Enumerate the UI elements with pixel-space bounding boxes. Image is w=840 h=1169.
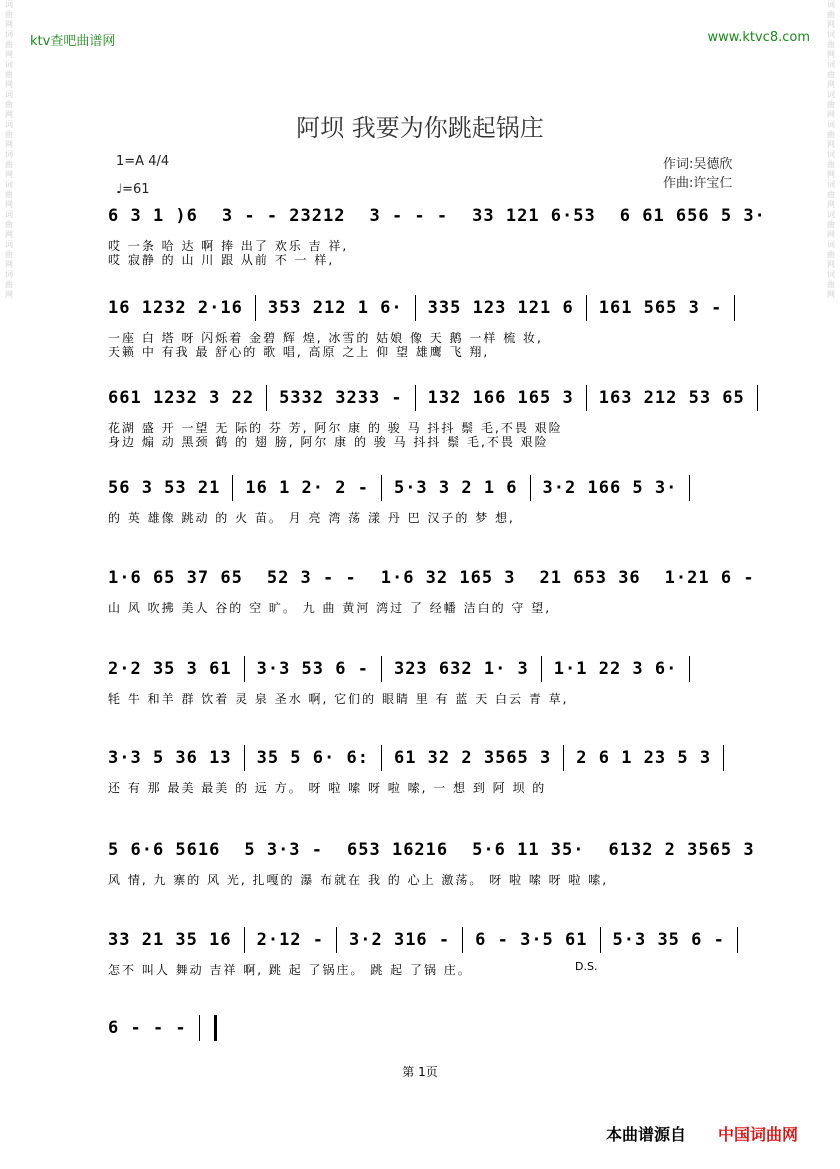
measure: 5·6 11 35· [472, 840, 585, 860]
measure: 5 6·6 5616 [108, 840, 221, 860]
bar-line [381, 745, 382, 771]
score-row [108, 200, 765, 267]
bar-line [244, 745, 245, 771]
score-row [108, 653, 765, 706]
measure: 6 61 656 5 3· [619, 206, 766, 226]
bar-line [586, 385, 587, 411]
measure: 16 1232 2·16 [108, 298, 243, 318]
measure: 33 21 35 16 [108, 930, 232, 950]
lyric-line: 哎 寂静 的 山 川 跟 从前 不 一 样, [108, 253, 335, 267]
final-bar-line [214, 1015, 217, 1041]
bar-line [199, 1015, 200, 1041]
notation-line [108, 742, 765, 775]
tempo-mark: ♩=61 [116, 182, 150, 197]
lyric-line: 山 风 吹拂 美人 谷的 空 旷。 九 曲 黄河 湾过 了 经幡 洁白的 守 望, [108, 601, 552, 615]
measure: 1·6 32 165 3 [380, 568, 516, 588]
measure: 1·1 22 3 6· [553, 659, 678, 679]
measure: 1·21 6 - [664, 568, 755, 588]
measure: 6 - 3·5 61 [475, 930, 588, 950]
bar-line [266, 385, 267, 411]
notation-line [108, 1012, 765, 1045]
bar-line [734, 295, 735, 321]
measure: 323 632 1· 3 [393, 659, 529, 679]
lyric-line: 花湖 盛 开 一望 无 际的 芬 芳, 阿尔 康 的 骏 马 抖抖 鬃 毛,不畏 艰险 [108, 421, 563, 435]
score-row [108, 562, 765, 615]
measure: 335 123 121 6 [427, 298, 574, 318]
lyricist-credit: 作词:吴德欣 [663, 157, 733, 172]
lyric-line: 一座 白 塔 呀 闪烁着 金碧 辉 煌, 冰雪的 姑娘 像 天 鹅 一样 梳 妆, [108, 331, 543, 345]
measure: 61 32 2 3565 3 [393, 748, 552, 768]
bar-line [757, 385, 758, 411]
score-row [108, 924, 765, 977]
notation-line [108, 834, 765, 867]
notation-line [108, 292, 765, 325]
lyric-line: 还 有 那 最美 最美 的 远 方。 呀 啦 嗦 呀 啦 嗦, 一 想 到 阿 坝 的 [108, 781, 547, 795]
measure: 5332 3233 - [279, 388, 403, 408]
lyric-line: 牦 牛 和羊 群 饮着 灵 泉 圣水 啊, 它们的 眼睛 里 有 蓝 天 白云 青 草, [108, 692, 569, 706]
score-row [108, 382, 765, 449]
measure: 653 16216 [347, 840, 449, 860]
measure: 3·2 166 5 3· [542, 478, 678, 498]
measure: 3·3 53 6 - [256, 659, 369, 679]
bar-line [563, 745, 564, 771]
bar-line [600, 927, 601, 953]
measure: 3·3 5 36 13 [108, 748, 232, 768]
bar-line [415, 295, 416, 321]
lyric-line: 怎不 叫人 舞动 吉祥 啊, 跳 起 了锅庄。 跳 起 了锅 庄。 [108, 963, 472, 977]
lyric-line: 的 英 雄像 跳动 的 火 苗。 月 亮 湾 荡 漾 丹 巴 汉子的 梦 想, [108, 511, 515, 525]
bar-line [737, 927, 738, 953]
score-row [108, 742, 765, 795]
lyric-line: 风 情, 九 寨的 风 光, 扎嘎的 瀑 布就在 我 的 心上 激荡。 呀 啦 嗦 呀 啦 嗦, [108, 873, 609, 887]
lyric-line: 天籁 中 有我 最 舒心的 歌 唱, 高原 之上 仰 望 雄鹰 飞 翔, [108, 345, 490, 359]
measure: 1·6 65 37 65 [108, 568, 243, 588]
bar-line [541, 656, 542, 682]
measure: 163 212 53 65 [598, 388, 745, 408]
measure: 6 3 1 )6 [108, 206, 198, 226]
footer-source-label: 本曲谱源自 [606, 1125, 687, 1144]
bar-line [244, 656, 245, 682]
notation-line [108, 472, 765, 505]
measure: 6 - - - [108, 1018, 187, 1038]
ds-mark: D.S. [575, 960, 598, 973]
song-title: 阿坝 我要为你跳起锅庄 [296, 114, 544, 142]
notation-line [108, 382, 765, 415]
measure: 2·2 35 3 61 [108, 659, 232, 679]
measure: 2 6 1 23 5 3 [576, 748, 712, 768]
bar-line [723, 745, 724, 771]
measure: 5 3·3 - [244, 840, 324, 860]
composer-credit: 作曲:许宝仁 [663, 176, 733, 191]
measure: 3 - - - [369, 206, 449, 226]
bar-line [530, 475, 531, 501]
measure: 661 1232 3 22 [108, 388, 255, 408]
notation-line [108, 562, 765, 595]
measure: 2·12 - [256, 930, 325, 950]
score-row [108, 292, 765, 359]
lyric-line: 身边 煽 动 黑颈 鹤 的 翅 膀, 阿尔 康 的 骏 马 抖抖 鬃 毛,不畏 艰险 [108, 435, 549, 449]
bar-line [462, 927, 463, 953]
site-label-right: www.ktvc8.com [707, 30, 810, 45]
notation-line [108, 653, 765, 686]
measure: 35 5 6· 6: [256, 748, 369, 768]
measure: 5·3 3 2 1 6 [393, 478, 518, 498]
bar-line [415, 385, 416, 411]
measure: 3 - - 23212 [221, 206, 346, 226]
key-signature: 1=A 4/4 [116, 154, 170, 169]
measure: 132 166 165 3 [427, 388, 574, 408]
bar-line [244, 927, 245, 953]
measure: 353 212 1 6· [267, 298, 403, 318]
side-watermark-left: 词曲网词曲网词曲网词曲网词曲网词曲网词曲网词曲网词曲网词曲网 [5, 0, 13, 299]
bar-line [381, 475, 382, 501]
bar-line [689, 656, 690, 682]
measure: 6132 2 3565 3 [608, 840, 755, 860]
score-row [108, 472, 765, 525]
bar-line [336, 927, 337, 953]
measure: 16 1 2· 2 - [245, 478, 369, 498]
lyric-line: 哎 一条 哈 达 啊 捧 出了 欢乐 吉 祥, [108, 239, 349, 253]
measure: 33 121 6·53 [472, 206, 596, 226]
measure: 5·3 35 6 - [612, 930, 725, 950]
site-label-left: ktv查吧曲谱网 [30, 34, 116, 49]
measure: 3·2 316 - [349, 930, 451, 950]
bar-line [232, 475, 233, 501]
score-row [108, 834, 765, 887]
score-row [108, 1012, 765, 1051]
measure: 56 3 53 21 [108, 478, 221, 498]
bar-line [381, 656, 382, 682]
page-number: 第 1页 [402, 1065, 438, 1079]
bar-line [689, 475, 690, 501]
measure: 52 3 - - [266, 568, 357, 588]
bar-line [255, 295, 256, 321]
measure: 21 653 36 [539, 568, 641, 588]
bar-line [586, 295, 587, 321]
measure: 161 565 3 - [598, 298, 723, 318]
side-watermark-right: 词曲网词曲网词曲网词曲网词曲网词曲网词曲网词曲网词曲网词曲网 [827, 0, 835, 299]
notation-line [108, 200, 765, 233]
notation-line [108, 924, 765, 957]
footer-site-name: 中国词曲网 [718, 1125, 799, 1144]
